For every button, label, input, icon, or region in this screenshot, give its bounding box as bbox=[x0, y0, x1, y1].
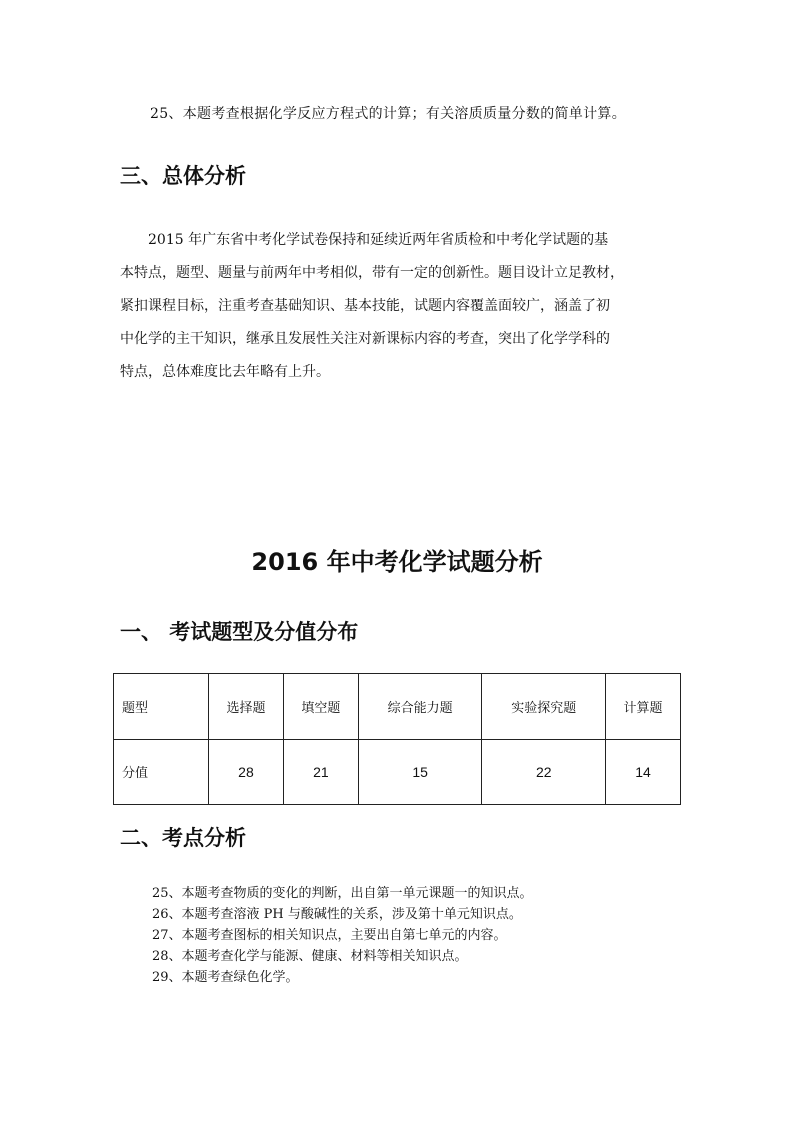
section-heading-overall-analysis: 三、总体分析 bbox=[120, 164, 246, 188]
table-row-label: 分值 bbox=[114, 739, 209, 805]
table-cell: 22 bbox=[482, 739, 606, 805]
section-heading-question-types: 一、 考试题型及分值分布 bbox=[120, 620, 359, 644]
document-title: 2016 年中考化学试题分析 bbox=[251, 548, 543, 576]
paragraph-line: 中化学的主干知识，继承且发展性关注对新课标内容的考查，突出了化学学科的 bbox=[120, 331, 610, 347]
list-item: 27、本题考查图标的相关知识点，主要出自第七单元的内容。 bbox=[152, 928, 507, 943]
paragraph-line: 紧扣课程目标，注重考查基础知识、基本技能，试题内容覆盖面较广，涵盖了初 bbox=[120, 298, 610, 314]
list-item: 28、本题考查化学与能源、健康、材料等相关知识点。 bbox=[152, 949, 468, 964]
table-header-cell: 计算题 bbox=[606, 674, 681, 740]
table-header-row bbox=[114, 674, 681, 740]
list-item: 29、本题考查绿色化学。 bbox=[152, 970, 299, 985]
paragraph-line: 特点，总体难度比去年略有上升。 bbox=[120, 364, 330, 380]
table-row-label: 题型 bbox=[114, 674, 209, 740]
table-header-cell: 实验探究题 bbox=[482, 674, 606, 740]
section-heading-test-points: 二、考点分析 bbox=[120, 826, 246, 850]
paragraph-line: 2015 年广东省中考化学试卷保持和延续近两年省质检和中考化学试题的基 bbox=[148, 232, 609, 248]
table-header-cell: 综合能力题 bbox=[358, 674, 482, 740]
overall-analysis-paragraph bbox=[120, 224, 676, 389]
table-cell: 21 bbox=[283, 739, 358, 805]
table-header-cell: 填空题 bbox=[283, 674, 358, 740]
paragraph-line: 本特点，题型、题量与前两年中考相似，带有一定的创新性。题目设计立足教材， bbox=[120, 265, 624, 281]
score-distribution-table bbox=[113, 673, 681, 805]
table-row bbox=[114, 739, 681, 805]
table-cell: 14 bbox=[606, 739, 681, 805]
analysis-item-25-calculation: 25、本题考查根据化学反应方程式的计算；有关溶质质量分数的简单计算。 bbox=[150, 106, 627, 122]
table-cell: 28 bbox=[209, 739, 284, 805]
table-header-cell: 选择题 bbox=[209, 674, 284, 740]
list-item: 26、本题考查溶液 PH 与酸碱性的关系，涉及第十单元知识点。 bbox=[152, 907, 522, 922]
table-cell: 15 bbox=[358, 739, 482, 805]
list-item: 25、本题考查物质的变化的判断，出自第一单元课题一的知识点。 bbox=[152, 886, 533, 901]
test-points-list bbox=[152, 883, 533, 988]
